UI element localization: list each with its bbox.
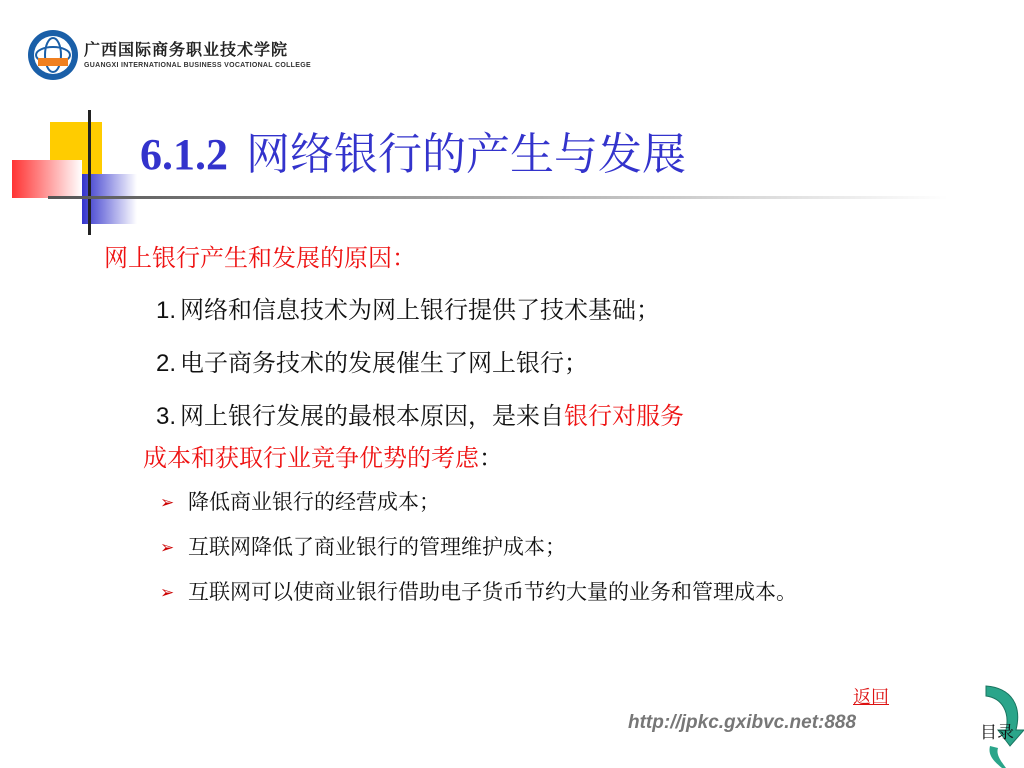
point-number: 1.: [156, 297, 177, 324]
toc-label: 目录: [980, 723, 1014, 743]
arrow-bullet-icon: ➢: [160, 583, 175, 603]
point-text: 网络和信息技术为网上银行提供了技术基础；: [180, 296, 661, 324]
reason-point-2: [156, 343, 588, 378]
arrow-bullet-icon: ➢: [160, 493, 175, 513]
site-url: http://jpkc.gxibvc.net:888: [628, 712, 857, 733]
toc-button[interactable]: [972, 684, 1024, 768]
bullet-text: 互联网可以使商业银行借助电子货币节约大量的业务和管理成本。: [188, 580, 797, 604]
reason-point-3-continued: [143, 438, 503, 473]
back-link[interactable]: 返回: [853, 687, 889, 708]
page-title: [140, 118, 686, 182]
list-item: [160, 531, 920, 563]
reasons-heading: 网上银行产生和发展的原因：: [104, 244, 416, 272]
list-item: [160, 576, 920, 608]
college-name-en: GUANGXI INTERNATIONAL BUSINESS VOCATIONAL COLLEGE: [84, 62, 311, 69]
college-emblem-icon: [26, 28, 80, 82]
point-number: 2.: [156, 350, 177, 377]
college-logo: [26, 26, 311, 82]
list-item: [160, 486, 920, 518]
arrow-bullet-icon: ➢: [160, 538, 175, 558]
title-text: 网络银行的产生与发展: [246, 129, 686, 180]
point-highlight: 成本和获取行业竞争优势的考虑: [143, 444, 479, 472]
point-text: ：: [479, 444, 503, 472]
sub-bullet-list: [160, 486, 920, 621]
bullet-text: 降低商业银行的经营成本；: [188, 490, 440, 514]
reason-point-1: [156, 290, 660, 325]
point-highlight: 银行对服务: [564, 402, 685, 430]
point-text: 网上银行发展的最根本原因，是来自: [180, 402, 565, 430]
point-text: 电子商务技术的发展催生了网上银行；: [180, 349, 589, 377]
college-name-cn: 广西国际商务职业技术学院: [84, 40, 289, 59]
point-number: 3.: [156, 403, 177, 430]
reason-point-3: [156, 396, 684, 431]
bullet-text: 互联网降低了商业银行的管理维护成本；: [188, 535, 566, 559]
title-number: 6.1.2: [140, 130, 228, 179]
